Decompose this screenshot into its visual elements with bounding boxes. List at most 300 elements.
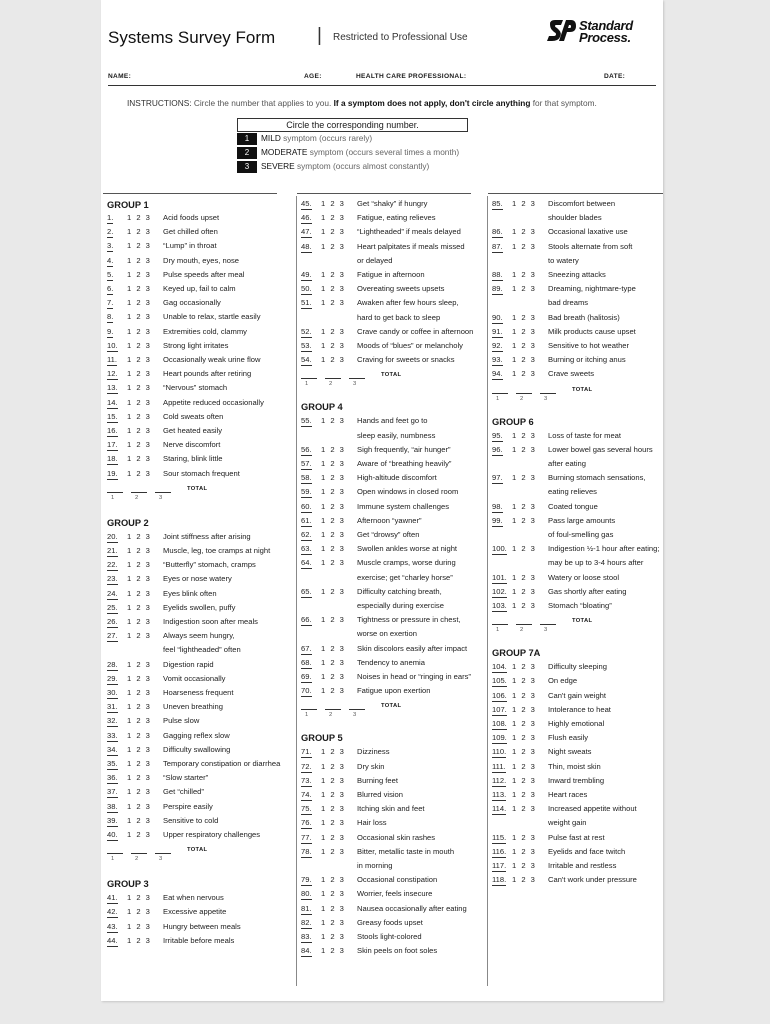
rating-scale[interactable]: 1 2 3 bbox=[127, 355, 152, 364]
rating-scale[interactable]: 1 2 3 bbox=[512, 312, 537, 322]
rating-scale[interactable]: 1 2 3 bbox=[321, 530, 346, 539]
symptom-row bbox=[301, 501, 471, 515]
rating-scale[interactable]: 1 2 3 bbox=[321, 298, 346, 308]
rating-scale[interactable]: 1 2 3 bbox=[512, 861, 537, 870]
rating-scale[interactable]: 1 2 3 bbox=[127, 269, 152, 279]
symptom-number: 102. bbox=[492, 586, 507, 596]
group-heading: GROUP 1 bbox=[107, 200, 149, 210]
symptom-row bbox=[492, 600, 662, 614]
symptom-text: Excessive appetite bbox=[163, 907, 227, 917]
total-blank[interactable] bbox=[325, 378, 341, 379]
group-total[interactable] bbox=[301, 372, 421, 392]
symptom-text: Difficulty swallowing bbox=[163, 744, 231, 754]
rating-scale[interactable]: 1 2 3 bbox=[321, 459, 346, 468]
rating-scale[interactable]: 1 2 3 bbox=[512, 733, 537, 743]
symptom-number: 86. bbox=[492, 227, 503, 237]
symptom-number: 76. bbox=[301, 818, 312, 828]
symptom-number: 11. bbox=[107, 355, 117, 364]
symptom-text-continued: hard to get back to sleep bbox=[357, 312, 441, 322]
symptom-text: Stools light-colored bbox=[357, 932, 422, 941]
rating-scale[interactable]: 1 2 3 bbox=[512, 601, 537, 610]
symptom-text: Milk products cause upset bbox=[548, 326, 636, 336]
symptom-text: Cold sweats often bbox=[163, 411, 224, 421]
symptom-text-continued: of foul-smelling gas bbox=[548, 530, 614, 539]
rating-scale[interactable]: 1 2 3 bbox=[127, 921, 152, 931]
rating-scale[interactable]: 1 2 3 bbox=[512, 586, 537, 596]
symptom-row bbox=[492, 789, 662, 803]
total-column-number: 2 bbox=[520, 395, 524, 402]
rating-scale[interactable]: 1 2 3 bbox=[127, 574, 152, 584]
rating-scale[interactable]: 1 2 3 bbox=[127, 631, 152, 641]
total-blank[interactable] bbox=[155, 492, 171, 493]
rating-scale[interactable]: 1 2 3 bbox=[512, 690, 537, 700]
symptom-number: 90. bbox=[492, 312, 503, 322]
rating-scale[interactable]: 1 2 3 bbox=[512, 846, 537, 856]
symptom-number: 62. bbox=[301, 530, 312, 539]
symptom-row bbox=[107, 439, 277, 453]
symptom-text: Awaken after few hours sleep, bbox=[357, 298, 459, 308]
rating-scale[interactable]: 1 2 3 bbox=[127, 935, 152, 945]
rating-scale[interactable]: 1 2 3 bbox=[321, 227, 346, 237]
symptom-number: 20. bbox=[107, 531, 118, 541]
legend-level: MILD bbox=[261, 133, 281, 143]
total-blank[interactable] bbox=[492, 393, 508, 394]
rating-scale[interactable]: 1 2 3 bbox=[127, 546, 152, 555]
rating-scale[interactable]: 1 2 3 bbox=[321, 657, 346, 667]
rating-scale[interactable]: 1 2 3 bbox=[127, 241, 152, 251]
symptom-text: Inward trembling bbox=[548, 775, 605, 785]
total-blank[interactable] bbox=[516, 624, 532, 625]
symptom-row bbox=[301, 746, 471, 760]
rating-scale[interactable]: 1 2 3 bbox=[127, 426, 152, 435]
rating-scale[interactable]: 1 2 3 bbox=[127, 588, 152, 598]
symptom-number: 109. bbox=[492, 733, 507, 743]
total-label: TOTAL bbox=[381, 703, 402, 710]
rating-scale[interactable]: 1 2 3 bbox=[127, 340, 152, 350]
symptom-text: Pulse fast at rest bbox=[548, 832, 605, 842]
rating-scale[interactable]: 1 2 3 bbox=[512, 369, 537, 379]
symptom-number: 118. bbox=[492, 875, 507, 885]
rating-scale[interactable]: 1 2 3 bbox=[321, 846, 346, 856]
symptom-text-continued: worse on exertion bbox=[357, 629, 417, 639]
symptom-row bbox=[107, 829, 277, 843]
rating-scale[interactable]: 1 2 3 bbox=[512, 326, 537, 336]
symptom-number: 66. bbox=[301, 615, 312, 625]
rating-scale[interactable]: 1 2 3 bbox=[127, 815, 152, 825]
symptom-text: “Lightheaded” if meals delayed bbox=[357, 227, 461, 237]
symptom-row bbox=[492, 832, 662, 846]
rating-scale[interactable]: 1 2 3 bbox=[321, 686, 346, 696]
symptom-text: Itching skin and feet bbox=[357, 804, 425, 814]
rating-scale[interactable]: 1 2 3 bbox=[512, 761, 537, 771]
symptom-row bbox=[492, 198, 662, 212]
symptom-row bbox=[107, 801, 277, 815]
symptom-row bbox=[107, 715, 277, 729]
total-blank[interactable] bbox=[131, 492, 147, 493]
rating-scale[interactable]: 1 2 3 bbox=[512, 444, 537, 454]
total-blank[interactable] bbox=[301, 709, 317, 710]
rating-scale[interactable]: 1 2 3 bbox=[321, 341, 346, 350]
symptom-row bbox=[107, 468, 277, 482]
symptom-text: Perspire easily bbox=[163, 801, 213, 811]
rating-scale[interactable]: 1 2 3 bbox=[321, 875, 346, 885]
symptom-text: Gag occasionally bbox=[163, 298, 221, 308]
total-label: TOTAL bbox=[572, 386, 593, 393]
symptom-number: 35. bbox=[107, 759, 118, 768]
rating-scale[interactable]: 1 2 3 bbox=[321, 241, 346, 251]
age-field-label[interactable]: AGE: bbox=[304, 73, 322, 80]
symptom-row bbox=[107, 602, 277, 616]
symptom-text: Dry skin bbox=[357, 761, 385, 771]
rating-scale[interactable]: 1 2 3 bbox=[127, 312, 152, 322]
total-blank[interactable] bbox=[301, 378, 317, 379]
rating-scale[interactable]: 1 2 3 bbox=[127, 907, 152, 917]
symptom-number: 68. bbox=[301, 657, 312, 667]
group-total[interactable] bbox=[107, 486, 227, 506]
rating-scale[interactable]: 1 2 3 bbox=[321, 586, 346, 596]
rating-scale[interactable]: 1 2 3 bbox=[321, 818, 346, 828]
symptom-number: 48. bbox=[301, 241, 312, 251]
rating-scale[interactable]: 1 2 3 bbox=[127, 744, 152, 754]
symptom-text: Pass large amounts bbox=[548, 515, 616, 525]
rating-scale[interactable]: 1 2 3 bbox=[321, 501, 346, 511]
total-blank[interactable] bbox=[540, 393, 556, 394]
rating-scale[interactable]: 1 2 3 bbox=[512, 804, 537, 814]
symptom-row bbox=[492, 515, 662, 529]
rating-scale[interactable]: 1 2 3 bbox=[512, 790, 537, 799]
rating-scale[interactable]: 1 2 3 bbox=[321, 747, 346, 757]
symptom-number: 103. bbox=[492, 601, 507, 610]
total-blank[interactable] bbox=[349, 378, 365, 379]
symptom-text: Sigh frequently, “air hunger” bbox=[357, 444, 451, 454]
symptom-text: Skin discolors easily after impact bbox=[357, 643, 468, 653]
rating-scale[interactable]: 1 2 3 bbox=[321, 832, 346, 842]
rating-scale[interactable]: 1 2 3 bbox=[127, 284, 152, 293]
total-blank[interactable] bbox=[540, 624, 556, 625]
total-blank[interactable] bbox=[349, 709, 365, 710]
symptom-number: 26. bbox=[107, 617, 118, 626]
rating-scale[interactable]: 1 2 3 bbox=[321, 444, 346, 454]
symptom-row bbox=[301, 354, 471, 368]
symptom-number: 9. bbox=[107, 326, 114, 336]
symptom-row bbox=[107, 815, 277, 829]
symptom-text: Fatigue in afternoon bbox=[357, 270, 425, 279]
column-3 bbox=[487, 196, 663, 986]
rating-scale[interactable]: 1 2 3 bbox=[321, 932, 346, 941]
rating-scale[interactable]: 1 2 3 bbox=[321, 804, 346, 814]
rating-scale[interactable]: 1 2 3 bbox=[321, 213, 346, 223]
symptom-text: Hoarseness frequent bbox=[163, 688, 234, 697]
symptom-text: Swollen ankles worse at night bbox=[357, 544, 458, 554]
rating-scale[interactable]: 1 2 3 bbox=[127, 440, 152, 450]
symptom-text: Occasional skin rashes bbox=[357, 832, 436, 842]
rating-scale[interactable]: 1 2 3 bbox=[321, 473, 346, 483]
symptom-row bbox=[107, 687, 277, 701]
symptom-text: Overeating sweets upsets bbox=[357, 284, 445, 294]
symptom-number: 29. bbox=[107, 673, 118, 683]
rating-scale[interactable]: 1 2 3 bbox=[321, 889, 346, 899]
rating-scale[interactable]: 1 2 3 bbox=[512, 473, 537, 483]
form-title: Systems Survey Form bbox=[108, 28, 276, 47]
symptom-number: 36. bbox=[107, 773, 118, 783]
rating-scale[interactable]: 1 2 3 bbox=[127, 560, 152, 570]
symptom-number: 7. bbox=[107, 298, 114, 308]
total-blank[interactable] bbox=[325, 709, 341, 710]
symptom-text-continued: or delayed bbox=[357, 255, 393, 265]
rating-scale[interactable]: 1 2 3 bbox=[512, 284, 537, 294]
rating-scale[interactable]: 1 2 3 bbox=[321, 515, 346, 525]
symptom-row bbox=[492, 340, 662, 354]
symptom-row bbox=[107, 559, 277, 573]
symptom-row bbox=[301, 903, 471, 917]
rating-scale[interactable]: 1 2 3 bbox=[127, 773, 152, 783]
rating-scale[interactable]: 1 2 3 bbox=[321, 643, 346, 653]
rating-scale[interactable]: 1 2 3 bbox=[321, 355, 346, 365]
rating-scale[interactable]: 1 2 3 bbox=[127, 702, 152, 712]
rating-scale[interactable]: 1 2 3 bbox=[512, 515, 537, 525]
symptom-text: Fatigue, eating relieves bbox=[357, 213, 436, 223]
rating-scale[interactable]: 1 2 3 bbox=[127, 227, 152, 237]
rating-scale[interactable]: 1 2 3 bbox=[127, 688, 152, 697]
symptom-row bbox=[107, 659, 277, 673]
legend-number: 3 bbox=[237, 161, 257, 173]
date-field-label[interactable]: DATE: bbox=[604, 73, 626, 80]
rating-scale[interactable]: 1 2 3 bbox=[127, 454, 152, 464]
rating-scale[interactable]: 1 2 3 bbox=[127, 759, 152, 768]
symptom-row bbox=[107, 382, 277, 396]
symptom-number: 115. bbox=[492, 832, 507, 842]
rating-scale[interactable]: 1 2 3 bbox=[512, 704, 537, 714]
legend-level: SEVERE bbox=[261, 161, 295, 171]
rating-scale[interactable]: 1 2 3 bbox=[321, 917, 346, 927]
symptom-number: 37. bbox=[107, 787, 118, 797]
symptom-text: Skin peels on foot soles bbox=[357, 946, 438, 956]
symptom-row bbox=[492, 718, 662, 732]
rating-scale[interactable]: 1 2 3 bbox=[321, 284, 346, 294]
rating-scale[interactable]: 1 2 3 bbox=[512, 832, 537, 842]
rating-scale[interactable]: 1 2 3 bbox=[512, 227, 537, 237]
rating-scale[interactable]: 1 2 3 bbox=[127, 830, 152, 839]
symptom-row bbox=[107, 701, 277, 715]
symptom-number: 69. bbox=[301, 672, 312, 681]
rating-scale[interactable]: 1 2 3 bbox=[512, 572, 537, 582]
rating-scale[interactable]: 1 2 3 bbox=[512, 719, 537, 728]
rating-scale[interactable]: 1 2 3 bbox=[127, 673, 152, 683]
rating-scale[interactable]: 1 2 3 bbox=[321, 672, 346, 681]
symptom-number: 18. bbox=[107, 454, 118, 464]
symptom-number: 100. bbox=[492, 544, 507, 554]
symptom-text: Indigestion ½-1 hour after eating; bbox=[548, 544, 660, 554]
rating-scale[interactable]: 1 2 3 bbox=[321, 544, 346, 554]
symptom-text: Eyelids swollen, puffy bbox=[163, 602, 236, 612]
symptom-number: 94. bbox=[492, 369, 503, 379]
rating-scale[interactable]: 1 2 3 bbox=[127, 326, 152, 336]
symptom-row bbox=[492, 241, 662, 255]
symptom-number: 40. bbox=[107, 830, 118, 839]
rating-scale[interactable]: 1 2 3 bbox=[127, 602, 152, 612]
symptom-number: 5. bbox=[107, 269, 114, 279]
total-column-number: 2 bbox=[520, 627, 524, 634]
rating-scale[interactable]: 1 2 3 bbox=[512, 341, 537, 350]
total-blank[interactable] bbox=[107, 853, 123, 854]
symptom-number: 12. bbox=[107, 369, 118, 379]
group-total[interactable] bbox=[492, 387, 612, 407]
symptom-text-continued: especially during exercise bbox=[357, 601, 444, 610]
total-blank[interactable] bbox=[107, 492, 123, 493]
symptom-text: Can't gain weight bbox=[548, 690, 607, 700]
patient-fields-row bbox=[108, 72, 656, 86]
rating-scale[interactable]: 1 2 3 bbox=[321, 487, 346, 497]
symptom-row bbox=[107, 255, 277, 269]
rating-scale[interactable]: 1 2 3 bbox=[127, 730, 152, 740]
rating-scale[interactable]: 1 2 3 bbox=[127, 716, 152, 726]
symptom-text: Difficulty sleeping bbox=[548, 662, 607, 672]
rating-scale[interactable]: 1 2 3 bbox=[127, 531, 152, 541]
symptom-text: Increased appetite without bbox=[548, 804, 637, 814]
rating-scale[interactable]: 1 2 3 bbox=[127, 397, 152, 407]
rating-scale[interactable]: 1 2 3 bbox=[127, 893, 152, 903]
symptom-row bbox=[492, 543, 662, 557]
symptom-row bbox=[492, 472, 662, 486]
symptom-row bbox=[301, 874, 471, 888]
rating-scale[interactable]: 1 2 3 bbox=[321, 270, 346, 279]
symptom-text: Sensitive to cold bbox=[163, 815, 219, 825]
total-label: TOTAL bbox=[187, 847, 208, 854]
rating-scale[interactable]: 1 2 3 bbox=[127, 298, 152, 308]
symptom-text-continued: may be up to 3-4 hours after bbox=[548, 558, 644, 568]
symptom-row bbox=[107, 212, 277, 226]
rating-scale[interactable]: 1 2 3 bbox=[127, 659, 152, 669]
rating-scale[interactable]: 1 2 3 bbox=[127, 468, 152, 478]
rating-scale[interactable]: 1 2 3 bbox=[512, 544, 537, 554]
rating-scale[interactable]: 1 2 3 bbox=[127, 801, 152, 811]
rating-scale[interactable]: 1 2 3 bbox=[321, 790, 346, 799]
rating-scale[interactable]: 1 2 3 bbox=[512, 747, 537, 757]
legend-number: 2 bbox=[237, 147, 257, 159]
symptom-text: “Slow starter” bbox=[163, 773, 209, 783]
rating-scale[interactable]: 1 2 3 bbox=[512, 270, 537, 279]
symptom-row bbox=[107, 226, 277, 240]
rating-scale[interactable]: 1 2 3 bbox=[512, 241, 537, 251]
column-rule bbox=[297, 193, 471, 194]
rating-scale[interactable]: 1 2 3 bbox=[512, 775, 537, 785]
rating-scale[interactable]: 1 2 3 bbox=[127, 255, 152, 265]
symptom-text: Sneezing attacks bbox=[548, 270, 606, 279]
rating-scale[interactable]: 1 2 3 bbox=[321, 416, 346, 426]
group-total[interactable] bbox=[301, 703, 421, 723]
rating-scale[interactable]: 1 2 3 bbox=[127, 411, 152, 421]
group-heading: GROUP 6 bbox=[492, 416, 534, 427]
symptom-number: 55. bbox=[301, 416, 312, 426]
rating-scale[interactable]: 1 2 3 bbox=[321, 199, 346, 208]
symptom-text: Keyed up, fail to calm bbox=[163, 284, 236, 293]
symptom-number: 54. bbox=[301, 355, 312, 365]
symptom-text: Heart pounds after retiring bbox=[163, 369, 252, 379]
rating-scale[interactable]: 1 2 3 bbox=[512, 355, 537, 365]
rating-scale[interactable]: 1 2 3 bbox=[127, 213, 152, 222]
name-field-label[interactable]: NAME: bbox=[108, 73, 132, 80]
symptom-row bbox=[301, 472, 471, 486]
symptom-text: Crave sweets bbox=[548, 369, 595, 379]
rating-scale[interactable]: 1 2 3 bbox=[321, 615, 346, 625]
symptom-text: Get heated easily bbox=[163, 426, 223, 435]
title-separator: | bbox=[317, 25, 322, 46]
symptom-number: 21. bbox=[107, 546, 118, 555]
scale-legend bbox=[237, 118, 468, 174]
total-blank[interactable] bbox=[516, 393, 532, 394]
group-total[interactable] bbox=[492, 618, 612, 638]
symptom-number: 25. bbox=[107, 602, 118, 612]
symptom-row bbox=[107, 311, 277, 325]
symptom-text: Nausea occasionally after eating bbox=[357, 903, 467, 913]
total-column-number: 3 bbox=[159, 494, 163, 501]
symptom-number: 6. bbox=[107, 284, 114, 293]
rating-scale[interactable]: 1 2 3 bbox=[127, 787, 152, 797]
professional-field-label[interactable]: HEALTH CARE PROFESSIONAL: bbox=[356, 73, 467, 80]
rating-scale[interactable]: 1 2 3 bbox=[512, 430, 537, 440]
symptom-number: 87. bbox=[492, 241, 503, 251]
symptom-row bbox=[301, 226, 471, 240]
total-column-number: 1 bbox=[111, 856, 115, 863]
symptom-row bbox=[492, 690, 662, 704]
rating-scale[interactable]: 1 2 3 bbox=[512, 501, 537, 511]
rating-scale[interactable]: 1 2 3 bbox=[127, 383, 152, 393]
symptom-text: Always seem hungry, bbox=[163, 631, 235, 641]
symptom-row bbox=[492, 430, 662, 444]
rating-scale[interactable]: 1 2 3 bbox=[512, 199, 537, 208]
symptom-number: 67. bbox=[301, 643, 312, 653]
form-page bbox=[101, 0, 663, 1001]
symptom-number: 45. bbox=[301, 199, 312, 208]
rating-scale[interactable]: 1 2 3 bbox=[512, 676, 537, 686]
total-column-number: 1 bbox=[111, 494, 115, 501]
symptom-number: 4. bbox=[107, 255, 114, 265]
symptom-row bbox=[107, 744, 277, 758]
rating-scale[interactable]: 1 2 3 bbox=[321, 326, 346, 336]
rating-scale[interactable]: 1 2 3 bbox=[127, 617, 152, 626]
symptom-row bbox=[107, 935, 277, 949]
symptom-row bbox=[492, 501, 662, 515]
symptom-row bbox=[107, 921, 277, 935]
rating-scale[interactable]: 1 2 3 bbox=[512, 875, 537, 885]
rating-scale[interactable]: 1 2 3 bbox=[321, 775, 346, 785]
total-blank[interactable] bbox=[492, 624, 508, 625]
symptom-text: Fatigue upon exertion bbox=[357, 686, 431, 696]
rating-scale[interactable]: 1 2 3 bbox=[512, 662, 537, 672]
instructions-part1: Circle the number that applies to you. bbox=[191, 98, 334, 108]
rating-scale[interactable]: 1 2 3 bbox=[321, 946, 346, 956]
symptom-text-continued: shoulder blades bbox=[548, 213, 602, 223]
symptom-row bbox=[107, 453, 277, 467]
rating-scale[interactable]: 1 2 3 bbox=[321, 903, 346, 913]
group-total[interactable] bbox=[107, 847, 227, 867]
legend-row-moderate bbox=[237, 146, 468, 160]
rating-scale[interactable]: 1 2 3 bbox=[127, 369, 152, 379]
total-blank[interactable] bbox=[155, 853, 171, 854]
symptom-row bbox=[492, 803, 662, 817]
symptom-row bbox=[301, 515, 471, 529]
symptom-row bbox=[107, 630, 277, 644]
rating-scale[interactable]: 1 2 3 bbox=[321, 761, 346, 771]
symptom-text: Pulse speeds after meal bbox=[163, 269, 245, 279]
total-blank[interactable] bbox=[131, 853, 147, 854]
rating-scale[interactable]: 1 2 3 bbox=[321, 558, 346, 568]
symptom-row bbox=[492, 368, 662, 382]
symptom-text-continued: eating relieves bbox=[548, 487, 597, 497]
symptom-text: Lower bowel gas several hours bbox=[548, 444, 653, 454]
symptom-number: 38. bbox=[107, 801, 118, 811]
total-label: TOTAL bbox=[187, 485, 208, 492]
